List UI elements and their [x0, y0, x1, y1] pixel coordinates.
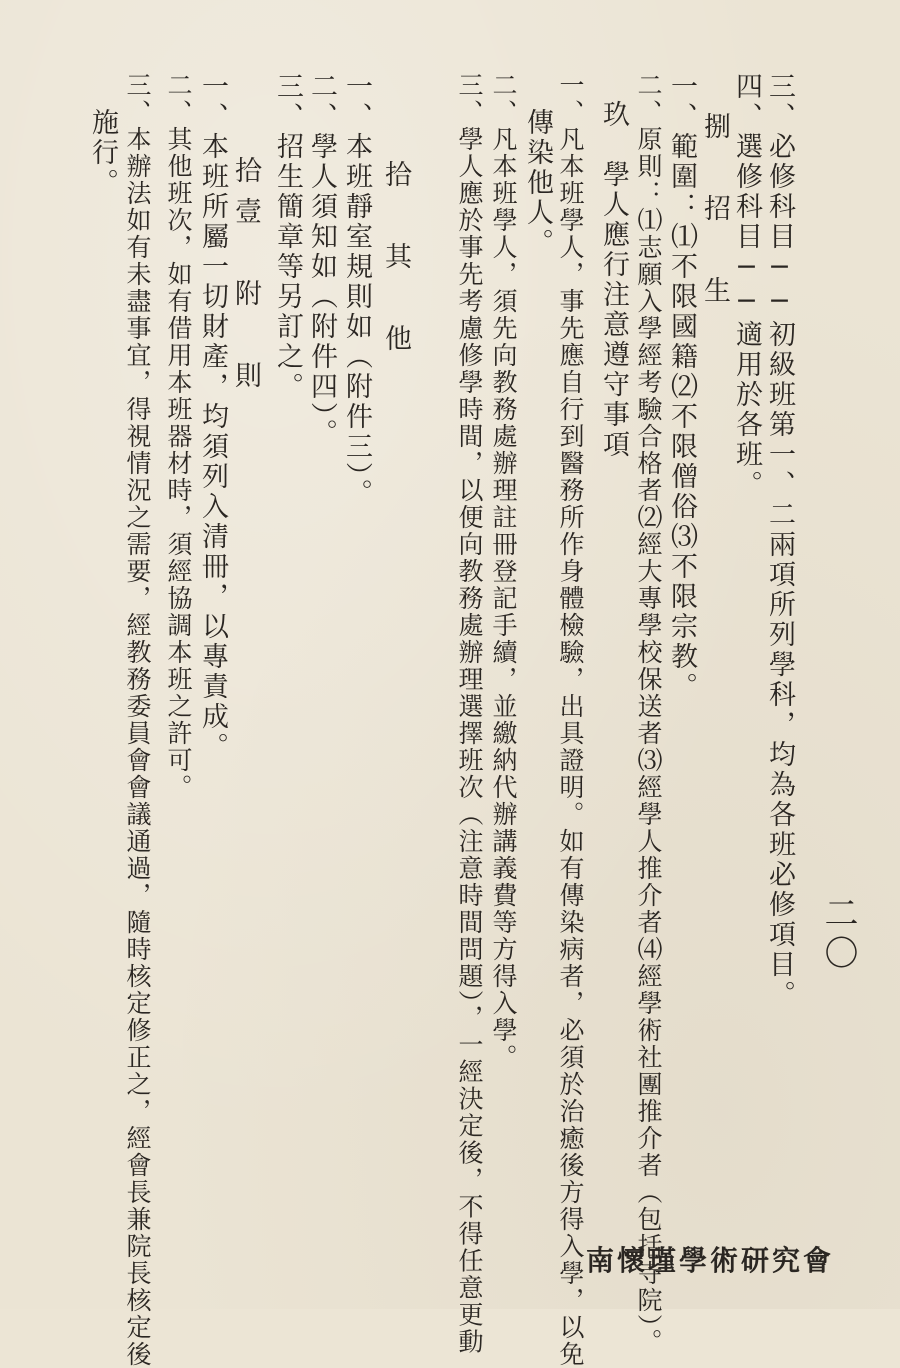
text-column: 一、本班所屬一切財產，均須列入清冊，以專責成。 — [197, 72, 228, 762]
text-column: 施行。 — [87, 108, 118, 198]
text-column: 四、選修科目──適用於各班。 — [731, 72, 762, 500]
section-heading: 拾壹 附 則 — [230, 156, 261, 402]
text-column: 三、學人應於事先考慮修學時間，以便向教務處辦理選擇班次（注意時間問題），一經決定後，不得任意更動 — [455, 72, 484, 1356]
section-heading: 拾 其 他 — [380, 160, 411, 365]
text-column: 二、原則：⑴志願入學經考驗合格者⑵經大專學校保送者⑶經學人推介者⑷經學術社團推介者（包括寺院）。 — [634, 72, 663, 1356]
text-column: 一、本班靜室規則如（附件三）。 — [341, 72, 372, 509]
page-number: 二〇 — [818, 895, 858, 975]
text-column: 三、必修科目──初級班第一、二兩項所列學科，均為各班必修項目。 — [764, 72, 795, 1010]
text-column: 一、範圍：⑴不限國籍⑵不限僧俗⑶不限宗教。 — [666, 72, 697, 702]
text-column: 一、凡本班學人，事先應自行到醫務所作身體檢驗，出具證明。如有傳染病者，必須於治癒後方得入學，以免 — [556, 72, 585, 1368]
text-column: 二、其他班次，如有借用本班器材時，須經協調本班之許可。 — [164, 72, 193, 801]
publisher-footer: 南懷瑾學術研究會 — [586, 1244, 835, 1277]
text-column: 三、招生簡章等另訂之。 — [272, 72, 303, 402]
text-column: 二、學人須知如（附件四）。 — [306, 72, 337, 449]
text-column: 二、凡本班學人，須先向教務處辦理註冊登記手續，並繳納代辦講義費等方得入學。 — [489, 72, 518, 1071]
section-heading: 捌 招 生 — [699, 112, 730, 317]
text-column: 傳染他人。 — [522, 108, 553, 258]
text-column: 三、本辦法如有未盡事宜，得視情況之需要，經教務委員會會議通過，隨時核定修正之，經會長兼院長核定後 — [123, 72, 152, 1368]
section-heading: 玖 學人應行注意遵守事項 — [598, 100, 629, 460]
